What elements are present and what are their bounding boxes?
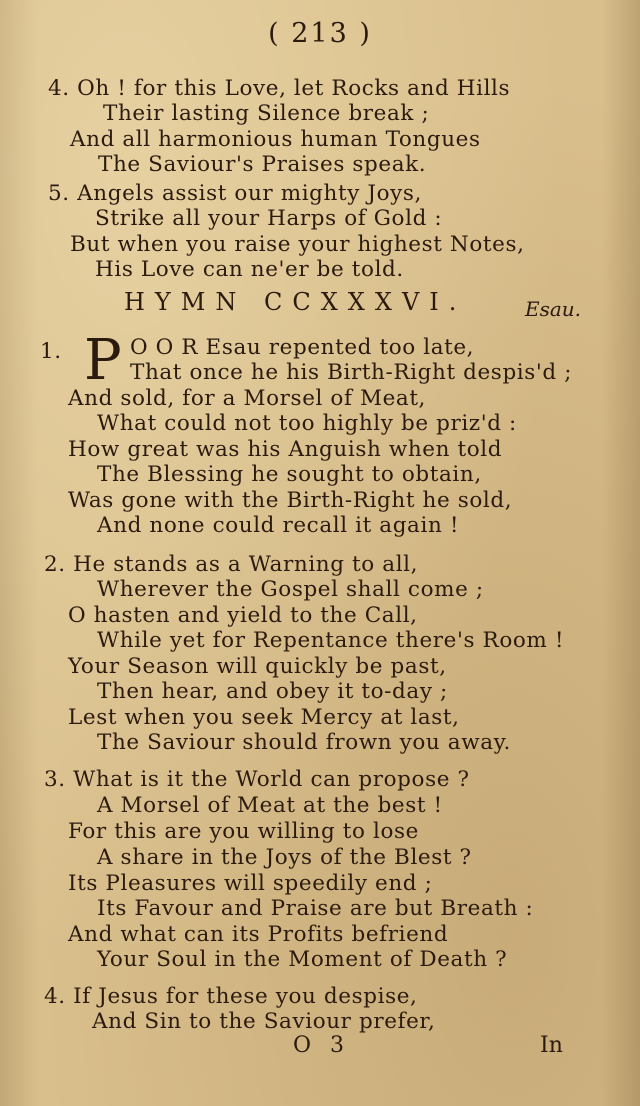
stanza-line: A share in the Joys of the Blest ? — [97, 845, 472, 870]
stanza-line: The Blessing he sought to obtain, — [97, 462, 482, 487]
stanza-line: 4. If Jesus for these you despise, — [44, 984, 418, 1009]
stanza-line: While yet for Repentance there's Room ! — [97, 628, 565, 653]
stanza-line: The Saviour should frown you away. — [97, 730, 511, 755]
stanza-line: Lest when you seek Mercy at last, — [68, 705, 460, 730]
stanza-line: Wherever the Gospel shall come ; — [97, 577, 484, 602]
stanza-number: 1. — [40, 339, 62, 364]
catchword: In — [540, 1033, 563, 1058]
stanza-line: What could not too highly be priz'd : — [97, 411, 517, 436]
stanza-line: And none could recall it again ! — [97, 513, 460, 538]
prev-hymn-line: 4. Oh ! for this Love, let Rocks and Hills — [48, 76, 511, 101]
prev-hymn-line: Their lasting Silence break ; — [103, 101, 430, 126]
drop-cap: P — [84, 328, 122, 393]
stanza-line: Your Soul in the Moment of Death ? — [97, 947, 508, 972]
stanza-line: And sold, for a Morsel of Meat, — [68, 386, 426, 411]
prev-hymn-line: Strike all your Harps of Gold : — [95, 206, 443, 231]
stanza-line: Its Favour and Praise are but Breath : — [97, 896, 534, 921]
stanza-line: 2. He stands as a Warning to all, — [44, 552, 419, 577]
stanza-line: 3. What is it the World can propose ? — [44, 767, 470, 792]
prev-hymn-line: His Love can ne'er be told. — [95, 257, 404, 282]
prev-hymn-line: But when you raise your highest Notes, — [70, 232, 525, 257]
signature-mark: O 3 — [293, 1033, 351, 1058]
stanza-line: How great was his Anguish when told — [68, 437, 503, 462]
prev-hymn-line: And all harmonious human Tongues — [70, 127, 481, 152]
hymn-title: HYMN CCXXXVI. — [124, 288, 467, 316]
stanza-line: O hasten and yield to the Call, — [68, 603, 418, 628]
page-number: ( 213 ) — [268, 18, 372, 49]
prev-hymn-line: The Saviour's Praises speak. — [98, 152, 427, 177]
stanza-line: Your Season will quickly be past, — [68, 654, 447, 679]
stanza-line: Was gone with the Birth-Right he sold, — [68, 488, 513, 513]
stanza-line: A Morsel of Meat at the best ! — [97, 793, 443, 818]
hymn-reference: Esau. — [525, 297, 582, 321]
stanza-line: And Sin to the Saviour prefer, — [92, 1009, 436, 1034]
stanza-line: Its Pleasures will speedily end ; — [68, 871, 433, 896]
stanza-line: That once he his Birth-Right despis'd ; — [130, 360, 573, 385]
stanza-line: And what can its Profits befriend — [68, 922, 449, 947]
stanza-line: Then hear, and obey it to-day ; — [97, 679, 448, 704]
prev-hymn-line: 5. Angels assist our mighty Joys, — [48, 181, 422, 206]
stanza-line: O O R Esau repented too late, — [130, 335, 475, 360]
stanza-line: For this are you willing to lose — [68, 819, 420, 844]
